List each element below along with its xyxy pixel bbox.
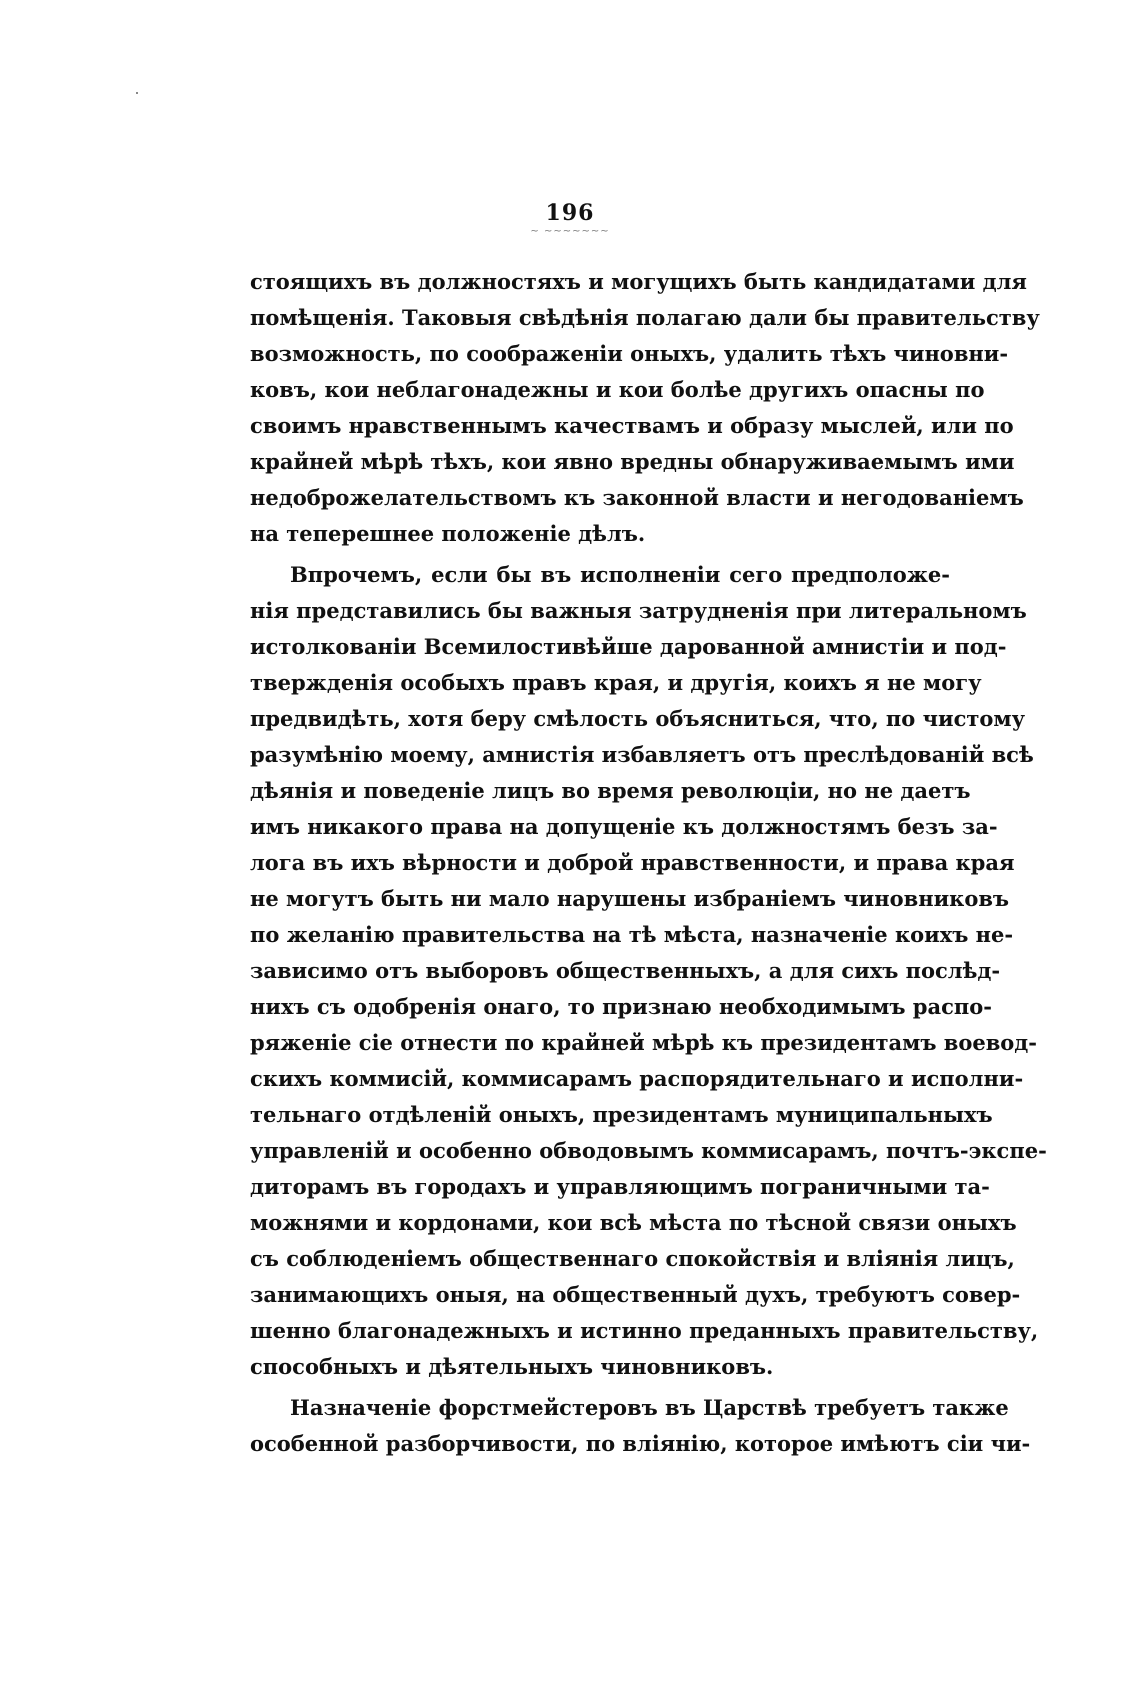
text-line: способныхъ и дѣятельныхъ чиновниковъ. [250,1354,774,1379]
text-line: диторамъ въ городахъ и управляющимъ пограничными та- [250,1174,990,1199]
body-text [250,264,1047,1462]
text-line: Впрочемъ, если бы въ исполненіи сего предположе- [290,562,950,587]
text-line: занимающихъ оныя, на общественный духъ, требуютъ совер- [250,1282,1021,1307]
text-line: разумѣнію моему, амнистія избавляетъ отъ преслѣдованій всѣ [250,742,1034,767]
text-line: не могутъ быть ни мало нарушены избраніемъ чиновниковъ [250,886,1010,911]
text-line: нія представились бы важныя затрудненія при литеральномъ [250,598,1027,623]
text-line: на теперешнее положеніе дѣлъ. [250,521,646,546]
text-line: скихъ коммисій, коммисарамъ распорядительнаго и исполни- [250,1066,1024,1091]
text-line: съ соблюденіемъ общественнаго спокойствія и вліянія лицъ, [250,1246,1015,1271]
text-line: лога въ ихъ вѣрности и доброй нравственности, и права края [250,850,1015,875]
text-line: по желанію правительства на тѣ мѣста, назначеніе коихъ не- [250,922,1014,947]
text-line: крайней мѣрѣ тѣхъ, кои явно вредны обнаруживаемымъ ими [250,449,1015,474]
text-line: твержденія особыхъ правъ края, и другія, коихъ я не могу [250,670,982,695]
text-line: стоящихъ въ должностяхъ и могущихъ быть кандидатами для [250,269,1027,294]
text-line: имъ никакого права на допущеніе къ должностямъ безъ за- [250,814,998,839]
scan-speck [136,92,138,94]
paragraph [250,1390,1031,1462]
text-line: можнями и кордонами, кои всѣ мѣста по тѣсной связи оныхъ [250,1210,1017,1235]
text-line: шенно благонадежныхъ и истинно преданныхъ правительству, [250,1318,1039,1343]
text-line: истолкованіи Всемилостивѣйше дарованной амнистіи и под- [250,634,1007,659]
text-line: особенной разборчивости, по вліянію, которое имѣютъ сіи чи- [250,1431,1031,1456]
text-line: зависимо отъ выборовъ общественныхъ, а для сихъ послѣд- [250,958,1001,983]
text-line: помѣщенія. Таковыя свѣдѣнія полагаю дали бы правительству [250,305,1040,330]
text-line: тельнаго отдѣленій оныхъ, президентамъ муниципальныхъ [250,1102,993,1127]
text-line: недоброжелательствомъ къ законной власти и негодованіемъ [250,485,1024,510]
text-line: управленій и особенно обводовымъ коммисарамъ, почтъ-экспе- [250,1138,1047,1163]
page-number: 196 [545,200,595,226]
text-line: ковъ, кои неблагонадежны и кои болѣе другихъ опасны по [250,377,985,402]
text-line: возможность, по соображеніи оныхъ, удалить тѣхъ чиновни- [250,341,1009,366]
text-line: нихъ съ одобренія онаго, то признаю необходимымъ распо- [250,994,992,1019]
text-line: предвидѣть, хотя беру смѣлость объясниться, что, по чистому [250,706,1026,731]
page-number-ornament: ~ ~~~~~~~ [530,226,610,237]
paragraph [250,557,1047,1385]
text-line: Назначеніе форстмейстеровъ въ Царствѣ требуетъ также [290,1395,1009,1420]
text-line: своимъ нравственнымъ качествамъ и образу мыслей, или по [250,413,1014,438]
text-line: ряженіе сіе отнести по крайней мѣрѣ къ президентамъ воевод- [250,1030,1038,1055]
paragraph [250,264,1040,552]
text-line: дѣянія и поведеніе лицъ во время революціи, но не даетъ [250,778,971,803]
